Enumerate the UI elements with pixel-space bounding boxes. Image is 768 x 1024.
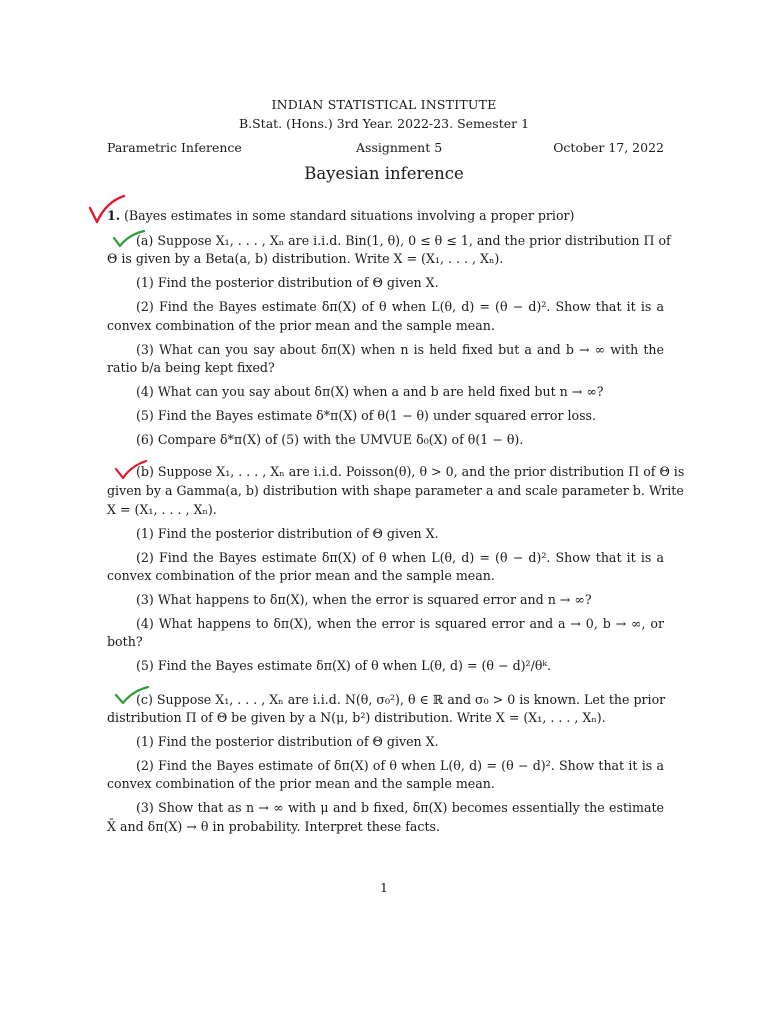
assignment-number: Assignment 5 [356,140,443,155]
part-c-item-3-cont: X̄ and δπ(X) → θ in probability. Interpret these facts. [107,819,440,834]
part-b-item-2-cont: convex combination of the prior mean and the sample mean. [107,568,495,583]
part-a-line-2: Θ is given by a Beta(a, b) distribution. Write X = (X₁, . . . , Xₙ). [107,251,504,266]
part-a-item-5: (5) Find the Bayes estimate δ*π(X) of θ(1 − θ) under squared error loss. [136,408,597,423]
part-a-item-2-cont: convex combination of the prior mean and the sample mean. [107,318,495,333]
part-b-item-5: (5) Find the Bayes estimate δπ(X) of θ when L(θ, d) = (θ − d)²/θᵏ. [136,658,552,673]
part-b-item-2: (2) Find the Bayes estimate δπ(X) of θ when L(θ, d) = (θ − d)². Show that it is a [136,550,664,565]
page-title: Bayesian inference [304,164,464,183]
course-name: Parametric Inference [107,140,242,155]
institute-name: INDIAN STATISTICAL INSTITUTE [271,97,497,112]
page-number: 1 [380,880,388,895]
part-b-line-2: given by a Gamma(a, b) distribution with shape parameter a and scale parameter b. Write [107,483,684,498]
part-c-item-1: (1) Find the posterior distribution of Θ given X. [136,734,439,749]
part-c-item-3: (3) Show that as n → ∞ with μ and b fixed, δπ(X) becomes essentially the estimate [136,800,664,815]
question-number: 1. [107,208,121,223]
part-a-line-1: (a) Suppose X₁, . . . , Xₙ are i.i.d. Bin(1, θ), 0 ≤ θ ≤ 1, and the prior distribution Π of [136,233,671,248]
part-b-item-1: (1) Find the posterior distribution of Θ given X. [136,526,439,541]
program-line: B.Stat. (Hons.) 3rd Year. 2022-23. Semester 1 [238,116,530,131]
assignment-date: October 17, 2022 [553,140,664,155]
part-a-item-4: (4) What can you say about δπ(X) when a and b are held fixed but n → ∞? [136,384,604,399]
part-b-item-4-cont: both? [107,634,143,649]
part-c-line-2: distribution Π of Θ be given by a N(μ, b²) distribution. Write X = (X₁, . . . , Xₙ). [107,710,606,725]
part-a-item-1: (1) Find the posterior distribution of Θ given X. [136,275,439,290]
part-b-item-3: (3) What happens to δπ(X), when the error is squared error and n → ∞? [136,592,592,607]
part-c-item-2: (2) Find the Bayes estimate of δπ(X) of θ when L(θ, d) = (θ − d)². Show that it is a [136,758,664,773]
part-a-item-3-cont: ratio b/a being kept fixed? [107,360,275,375]
part-b-item-4: (4) What happens to δπ(X), when the error is squared error and a → 0, b → ∞, or [136,616,664,631]
part-c-item-2-cont: convex combination of the prior mean and the sample mean. [107,776,495,791]
part-b-line-1: (b) Suppose X₁, . . . , Xₙ are i.i.d. Poisson(θ), θ > 0, and the prior distribution Π of Θ is [136,464,685,479]
part-b-line-3: X = (X₁, . . . , Xₙ). [107,502,217,517]
part-a-item-6: (6) Compare δ*π(X) of (5) with the UMVUE δ₀(X) of θ(1 − θ). [136,432,524,447]
question-intro: (Bayes estimates in some standard situations involving a proper prior) [124,208,575,223]
part-a-item-2: (2) Find the Bayes estimate δπ(X) of θ when L(θ, d) = (θ − d)². Show that it is a [136,299,664,314]
part-a-item-3: (3) What can you say about δπ(X) when n is held fixed but a and b → ∞ with the [136,342,664,357]
part-c-line-1: (c) Suppose X₁, . . . , Xₙ are i.i.d. N(θ, σ₀²), θ ∈ ℝ and σ₀ > 0 is known. Let the prior [136,692,666,707]
